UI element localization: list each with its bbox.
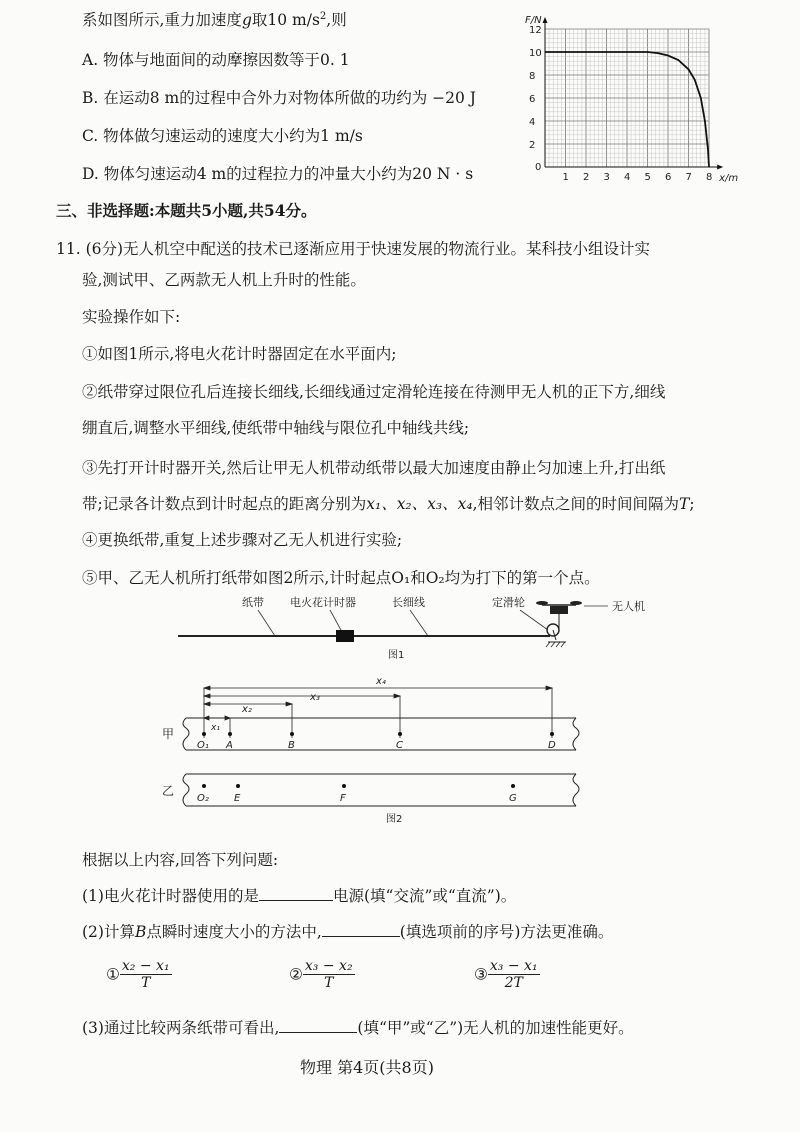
x-tick-label: 7 bbox=[685, 172, 692, 183]
x-tick-label: 3 bbox=[603, 172, 610, 183]
point-G: G bbox=[509, 793, 517, 804]
step-5: ⑤甲、乙无人机所打纸带如图2所示,计时起点O₁和O₂均为打下的第一个点。 bbox=[82, 569, 600, 587]
y-tick-label: 10 bbox=[529, 48, 542, 59]
answer-blank-3[interactable] bbox=[279, 1017, 357, 1034]
figure-1-caption: 图1 bbox=[388, 650, 405, 661]
option-a: A. 物体与地面间的动摩擦因数等于0. 1 bbox=[82, 51, 350, 69]
x3-label: x₃ bbox=[310, 692, 320, 703]
x1-label: x₁ bbox=[211, 723, 220, 733]
figure-1 bbox=[170, 592, 660, 662]
yi-label: 乙 bbox=[162, 784, 175, 798]
timer-label: 电火花计时器 bbox=[290, 596, 356, 609]
chart-tick-labels bbox=[529, 25, 712, 183]
figure-2 bbox=[150, 668, 600, 826]
point-A: A bbox=[226, 740, 233, 751]
jia-label: 甲 bbox=[162, 727, 175, 741]
q10-stem-line: 系如图所示,重力加速度g取10 $m/s^2$,则 bbox=[82, 10, 347, 29]
question-3: (3)通过比较两条纸带可看出, (填“甲”或“乙”)无人机的加速性能更好。 bbox=[82, 1016, 634, 1038]
pulley-label: 定滑轮 bbox=[492, 596, 525, 609]
x-tick-label: 2 bbox=[583, 172, 590, 183]
x-tick-label: 8 bbox=[706, 172, 713, 183]
option-d: D. 物体匀速运动4 m的过程拉力的冲量大小约为20 N · s bbox=[82, 165, 474, 183]
x-tick-label: 5 bbox=[644, 172, 651, 183]
answer-blank-1[interactable] bbox=[259, 885, 333, 902]
y-axis-arrow bbox=[543, 17, 548, 23]
y-tick-label: 8 bbox=[529, 71, 536, 82]
point-B: B bbox=[288, 740, 295, 751]
y-tick-label: 2 bbox=[529, 140, 536, 151]
x-tick-label: 4 bbox=[624, 172, 631, 183]
string-label: 长细线 bbox=[392, 596, 425, 609]
section-heading: 三、非选择题:本题共5小题,共54分。 bbox=[56, 201, 317, 220]
y-tick-label: 6 bbox=[529, 94, 536, 105]
page-footer: 物理 第4页(共8页) bbox=[300, 1058, 434, 1077]
q11-intro-line1: 11. (6分)无人机空中配送的技术已逐渐应用于快速发展的物流行业。某科技小组设计实 bbox=[56, 240, 651, 258]
x2-label: x₂ bbox=[242, 704, 252, 715]
steps-title: 实验操作如下: bbox=[82, 308, 181, 326]
point-C: C bbox=[396, 740, 403, 751]
x-tick-label: 6 bbox=[665, 172, 672, 183]
step-3-line1: ③先打开计时器开关,然后让甲无人机带动纸带以最大加速度由静止匀加速上升,打出纸 bbox=[82, 459, 666, 477]
point-F: F bbox=[340, 793, 346, 804]
step-3-line2: 带;记录各计数点到计时起点的距离分别为x₁、x₂、x₃、x₄,相邻计数点之间的时间间隔为T; bbox=[82, 495, 695, 513]
step-4: ④更换纸带,重复上述步骤对乙无人机进行实验; bbox=[82, 531, 403, 549]
q11-intro-line2: 验,测试甲、乙两款无人机上升时的性能。 bbox=[82, 271, 366, 289]
point-O1: O₁ bbox=[197, 740, 209, 751]
step-1: ①如图1所示,将电火花计时器固定在水平面内; bbox=[82, 345, 397, 363]
y-tick-label: 12 bbox=[529, 25, 542, 36]
chart-grid bbox=[545, 29, 709, 167]
method-option-3: ③ $\frac{\text{x₃ − x₁}}{2T}$ bbox=[474, 958, 538, 991]
x-axis-arrow bbox=[717, 165, 723, 170]
x-tick-label: 1 bbox=[562, 172, 569, 183]
method-option-2: ② $\frac{\text{x₃ − x₂}}{T}$ bbox=[289, 958, 353, 991]
point-E: E bbox=[234, 793, 241, 804]
question-2: (2)计算B点瞬时速度大小的方法中, (填选项前的序号)方法更准确。 bbox=[82, 920, 613, 942]
x4-label: x₄ bbox=[376, 676, 386, 687]
drone-label: 无人机 bbox=[612, 600, 645, 613]
tape-label: 纸带 bbox=[242, 596, 264, 609]
question-1: (1)电火花计时器使用的是 电源(填“交流”或“直流”)。 bbox=[82, 884, 516, 906]
chart-y-label: F/N bbox=[525, 15, 542, 26]
option-b: B. 在运动8 m的过程中合外力对物体所做的功约为 −20 J bbox=[82, 89, 477, 107]
tape-jia bbox=[183, 718, 579, 750]
tape-yi bbox=[183, 774, 579, 806]
questions-lead: 根据以上内容,回答下列问题: bbox=[82, 851, 279, 869]
y-tick-label: 4 bbox=[529, 117, 536, 128]
x-tick-label: 0 bbox=[535, 162, 542, 173]
point-D: D bbox=[548, 740, 556, 751]
step-2-line2: 绷直后,调整水平细线,使纸带中轴线与限位孔中轴线共线; bbox=[82, 419, 470, 437]
spark-timer bbox=[336, 630, 354, 642]
method-option-1: ① $\frac{\text{x₂ − x₁}}{T}$ bbox=[106, 958, 170, 991]
chart-x-label: x/m bbox=[719, 173, 739, 184]
step-2-line1: ②纸带穿过限位孔后连接长细线,长细线通过定滑轮连接在待测甲无人机的正下方,细线 bbox=[82, 383, 666, 401]
answer-blank-2[interactable] bbox=[322, 921, 400, 938]
drone-icon bbox=[536, 601, 582, 614]
force-displacement-chart bbox=[505, 5, 745, 190]
figure-2-caption: 图2 bbox=[386, 814, 403, 825]
option-c: C. 物体做匀速运动的速度大小约为1 m/s bbox=[82, 127, 363, 145]
point-O2: O₂ bbox=[197, 793, 209, 804]
